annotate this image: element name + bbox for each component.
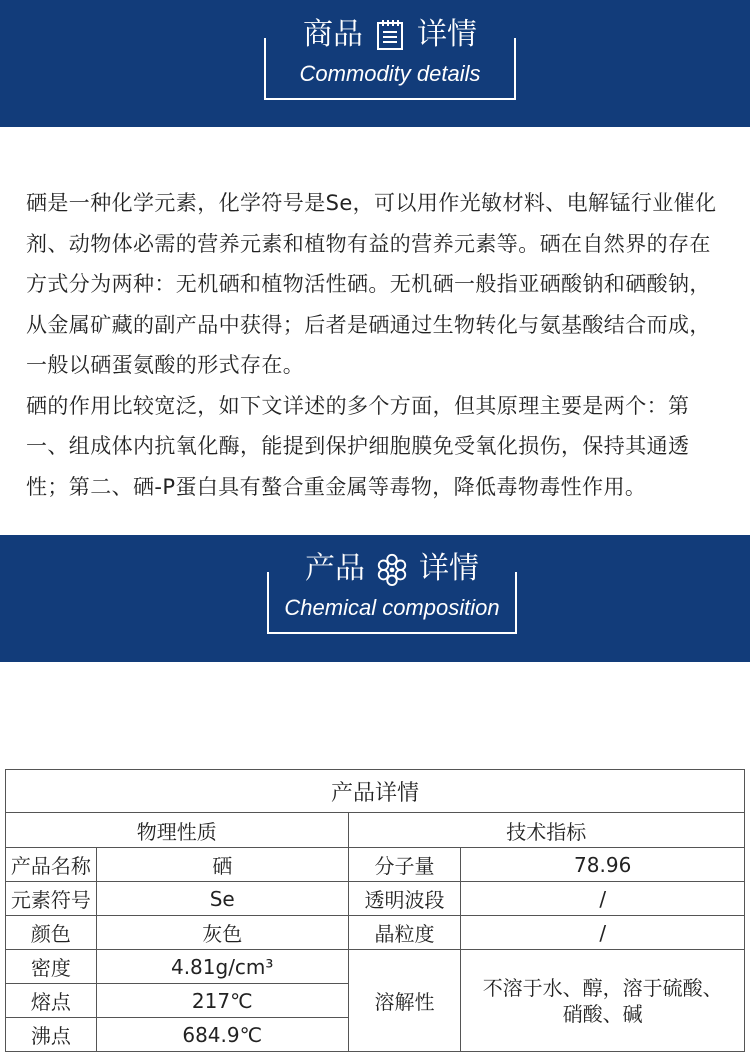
table-title: 产品详情	[6, 770, 745, 813]
table-row	[6, 882, 745, 916]
description-paragraph: 硒是一种化学元素，化学符号是Se，可以用作光敏材料、电解锰行业催化剂、动物体必需的营养元素和植物有益的营养元素等。硒在自然界的存在方式分为两种：无机硒和植物活性硒。无机硒一般指亚硒酸钠和硒酸钠，从金属矿藏的副产品中获得；后者是硒通过生物转化与氨基酸结合而成，一般以硒蛋氨酸的形式存在。	[26, 191, 717, 377]
physical-properties-header: 物理性质	[6, 813, 349, 848]
table-row	[6, 916, 745, 950]
table-row	[6, 950, 745, 984]
banner-title-right: 详情	[419, 551, 479, 586]
chemical-composition-banner	[0, 535, 750, 662]
banner-subtitle: Commodity details	[299, 61, 481, 86]
row-value: 硒	[96, 848, 348, 882]
banner-subtitle: Chemical composition	[284, 595, 500, 620]
commodity-details-banner	[0, 0, 750, 127]
row-value: Se	[96, 882, 348, 916]
row-value: 78.96	[461, 848, 745, 882]
banner-title	[284, 16, 496, 54]
solubility-value: 不溶于水、醇，溶于硫酸、硝酸、碱	[461, 950, 745, 1052]
row-value: /	[461, 882, 745, 916]
product-details-table	[5, 769, 745, 1052]
description-paragraph: 硒的作用比较宽泛，如下文详述的多个方面，但其原理主要是两个：第一、组成体内抗氧化酶，能提到保护细胞膜免受氧化损伤，保持其通透性；第二、硒-P蛋白具有螯合重金属等毒物，降低毒物毒性作用。	[26, 393, 690, 499]
row-label: 颜色	[6, 916, 97, 950]
row-label: 元素符号	[6, 882, 97, 916]
table-row	[6, 848, 745, 882]
row-value: 灰色	[96, 916, 348, 950]
title-frame	[264, 17, 516, 100]
notepad-icon	[373, 18, 407, 52]
molecule-icon	[375, 552, 409, 586]
row-value: 684.9℃	[96, 1018, 348, 1052]
technical-indicators-header: 技术指标	[348, 813, 744, 848]
title-frame	[267, 551, 517, 634]
row-value: 217℃	[96, 984, 348, 1018]
row-label: 分子量	[348, 848, 461, 882]
row-label: 透明波段	[348, 882, 461, 916]
row-label: 熔点	[6, 984, 97, 1018]
row-label: 晶粒度	[348, 916, 461, 950]
banner-title	[287, 550, 497, 588]
row-label: 密度	[6, 950, 97, 984]
banner-title-left: 产品	[305, 551, 365, 586]
row-label: 产品名称	[6, 848, 97, 882]
row-value: 4.81g/cm³	[96, 950, 348, 984]
row-label: 沸点	[6, 1018, 97, 1052]
solubility-label: 溶解性	[348, 950, 461, 1052]
row-value: /	[461, 916, 745, 950]
description	[0, 127, 750, 535]
banner-title-left: 商品	[303, 17, 363, 52]
banner-title-right: 详情	[417, 17, 477, 52]
